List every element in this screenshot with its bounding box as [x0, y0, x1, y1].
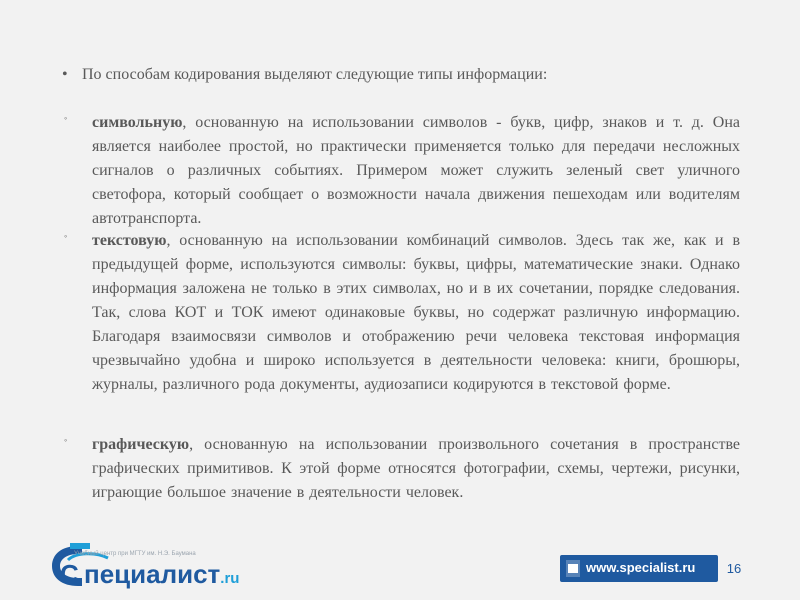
circle-bullet-icon: ◦ [64, 231, 68, 241]
website-badge[interactable] [560, 555, 718, 582]
description-symbolic: , основанную на использовании символов - букв, цифр, знаков и т. д. Она является наиболее простой, но практически применяется только для передачи несложных сигналов о различных событиях. Примером может служить зеленый свет уличного светофора, который сообщает о возможности начала движения пешеходам или водителям автотранспорта. [92, 114, 740, 227]
logo-wordmark [84, 559, 239, 594]
list-item-graphic [62, 433, 740, 505]
list-item-paragraph [92, 111, 740, 231]
term-graphic: графическую [92, 436, 190, 453]
bullet-icon: • [62, 66, 68, 83]
logo-first-letter: С [60, 559, 79, 589]
circle-bullet-icon: ◦ [64, 113, 68, 123]
term-text: текстовую [92, 232, 167, 249]
list-item-text [62, 229, 740, 397]
logo-word: пециалист [84, 559, 221, 589]
intro-line [62, 64, 742, 86]
intro-text: По способам кодирования выделяют следующие типы информации: [82, 66, 548, 83]
circle-bullet-icon: ◦ [64, 435, 68, 445]
logo-tagline: Учебный центр при МГТУ им. Н.Э. Баумана [74, 551, 196, 557]
logo-suffix: .ru [220, 570, 240, 587]
term-symbolic: символьную [92, 114, 183, 131]
page-number: 16 [726, 561, 742, 576]
list-item-paragraph [92, 433, 740, 505]
description-text: , основанную на использовании комбинаций символов. Здесь так же, как и в предыдущей форме, используются символы: буквы, цифры, математические знаки. Однако информация заложена не только в этих символах, но и в их сочетании, порядке следования. Так, слова КОТ и ТОК имеют одинаковые буквы, но содержат различную информацию. Благодаря взаимосвязи символов и отображению речи человека текстовая информация чрезвычайно удобна и широко используется в деятельности человека: книги, брошюры, журналы, различного рода документы, аудиозаписи кодируются в текстовой форме. [92, 232, 740, 393]
list-item-paragraph [92, 229, 740, 397]
description-graphic: , основанную на использовании произвольного сочетания в пространстве графических примитивов. К этой форме относятся фотографии, схемы, чертежи, рисунки, играющие большое значение в деятельности человек. [92, 436, 740, 501]
website-link[interactable]: www.specialist.ru [586, 560, 696, 575]
list-item-symbolic [62, 111, 740, 231]
logo-mark-icon [564, 558, 582, 579]
